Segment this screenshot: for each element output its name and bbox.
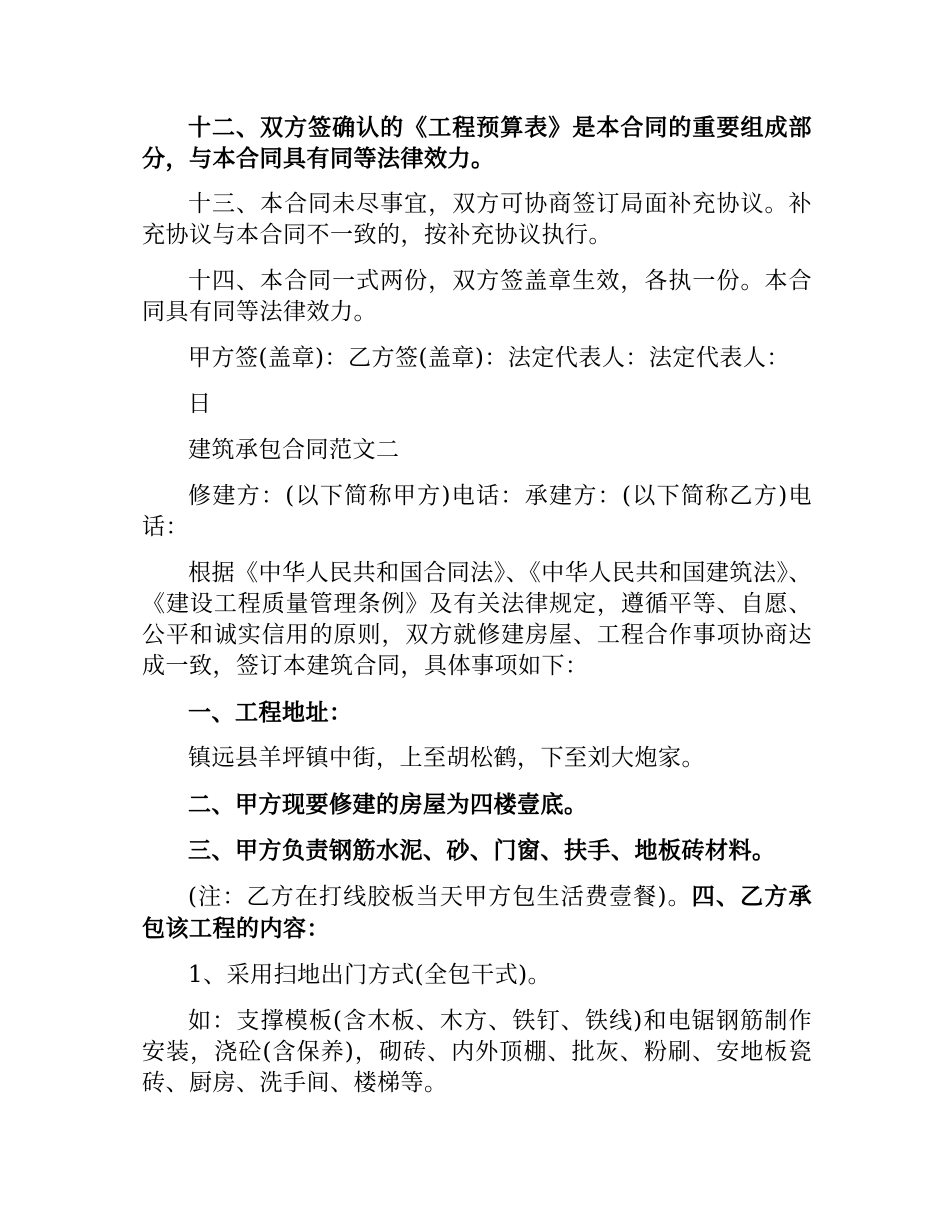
note-paragraph	[142, 881, 812, 945]
document-body	[142, 112, 812, 1114]
basis-paragraph: 根据《中华人民共和国合同法》、《中华人民共和国建筑法》、《建设工程质量管理条例》及有关法律规定，遵循平等、自愿、公平和诚实信用的原则，双方就修建房屋、工程合作事项协商达成一致，签订本建筑合同，具体事项如下：	[142, 560, 812, 679]
item-1: 1、采用扫地出门方式(全包干式)。	[188, 962, 552, 988]
heading-address: 一、工程地址：	[188, 699, 353, 726]
heading-materials: 三、甲方负责钢筋水泥、砂、门窗、扶手、地板砖材料。	[188, 837, 776, 864]
heading-building: 二、甲方现要修建的房屋为四楼壹底。	[188, 791, 588, 818]
address-text: 镇远县羊坪镇中街，上至胡松鹤，下至刘大炮家。	[188, 745, 705, 771]
date-line: 日	[188, 391, 212, 417]
signature-line: 甲方签(盖章)：乙方签(盖章)：法定代表人：法定代表人：	[188, 345, 790, 371]
clause-12: 十二、双方签确认的《工程预算表》是本合同的重要组成部分，与本合同具有同等法律效力。	[142, 114, 812, 172]
parties-line: 修建方：(以下简称甲方)电话：承建方：(以下简称乙方)电话：	[142, 483, 812, 540]
example-paragraph: 如：支撑模板(含木板、木方、铁钉、铁线)和电锯钢筋制作安装，浇砼(含保养)，砌砖、内外顶棚、批灰、粉刷、安地板瓷砖、厨房、洗手间、楼梯等。	[142, 1008, 812, 1096]
section-title: 建筑承包合同范文二	[188, 437, 400, 463]
note-text: (注：乙方在打线胶板当天甲方包生活费壹餐)。	[188, 884, 692, 910]
heading-scope: 四、乙方承包该工程的内容：	[142, 883, 812, 942]
clause-13: 十三、本合同未尽事宜，双方可协商签订局面补充协议。补充协议与本合同不一致的，按补充协议执行。	[142, 191, 812, 248]
clause-14: 十四、本合同一式两份，双方签盖章生效，各执一份。本合同具有同等法律效力。	[142, 268, 812, 325]
